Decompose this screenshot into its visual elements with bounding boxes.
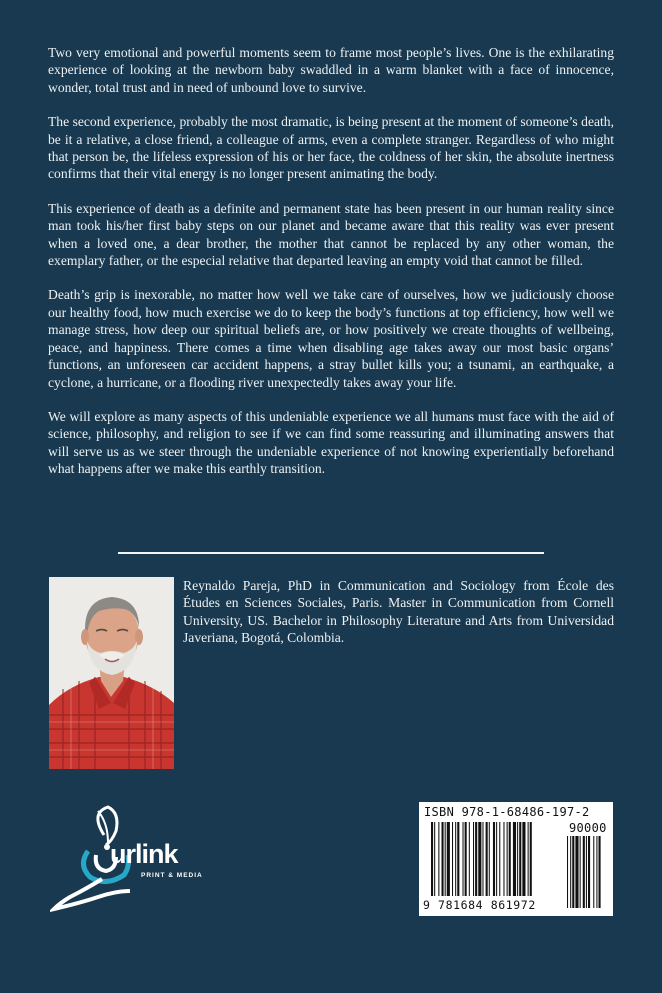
divider-line <box>118 552 544 554</box>
publisher-wordmark <box>110 839 178 870</box>
synopsis-text <box>48 44 614 495</box>
paragraph-5: We will explore as many aspects of this undeniable experience we all humans must face with the aid of science, philosophy, and religion to see if we can find some reassuring and illuminating answers that will serve us as we steer through the undeniable experience of not knowing experientially beforehand what happens after we make this earthly transition. <box>48 408 614 477</box>
wordmark-suffix: link <box>135 839 178 869</box>
isbn-barcode <box>419 802 613 916</box>
author-photo <box>49 577 174 769</box>
isbn-label: ISBN 978-1-68486-197-2 <box>424 805 590 819</box>
publisher-tagline: PRINT & MEDIA <box>141 872 203 879</box>
wordmark-prefix: ur <box>110 839 135 869</box>
paragraph-3: This experience of death as a definite and permanent state has been present in our human reality since man took his/her first baby steps on our planet and became aware that this reality was ever present when a loved one, a dear brother, the mother that cannot be replaced by any other woman, the exemplary father, or the especial relative that departed leaving an empty void that cannot be filled. <box>48 200 614 269</box>
paragraph-4: Death’s grip is inexorable, no matter how well we take care of ourselves, how we judiciously choose our healthy food, how much exercise we do to keep the body’s functions at top efficiency, how well we manage stress, how deep our spiritual beliefs are, or how positively we create thoughts of wellbeing, peace, and happiness. There comes a time when disabling age takes away our most basic organs’ functions, an unforeseen car accident happens, a stray bullet kills you; a tsunami, an earthquake, a cyclone, a hurricane, or a flooding river unexpectedly takes away your life. <box>48 287 614 390</box>
author-bio: Reynaldo Pareja, PhD in Communication and Sociology from École des Études en Sciences Sociales, Paris. Master in Communication from Cornell University, US. Bachelor in Philosophy Literature and Arts from Universidad Javeriana, Bogotá, Colombia. <box>183 578 614 646</box>
publisher-logo <box>50 805 230 915</box>
ean-digits: 9 781684 861972 <box>423 898 536 912</box>
paragraph-2: The second experience, probably the most dramatic, is being present at the moment of someone’s death, be it a relative, a close friend, a colleague of arms, even a complete stranger. Regardless of who might that person be, the lifeless expression of his or her face, the coldness of her skin, the absolute inertness confirms that their vital energy is no longer present animating the body. <box>48 114 614 182</box>
paragraph-1: Two very emotional and powerful moments seem to frame most people’s lives. One is the exhilarating experience of looking at the newborn baby swaddled in a warm blanket with a face of innocence, wonder, total trust and in need of unbound love to survive. <box>48 45 614 95</box>
addon-digits: 90000 <box>569 821 607 835</box>
author-portrait-illustration <box>49 577 174 769</box>
